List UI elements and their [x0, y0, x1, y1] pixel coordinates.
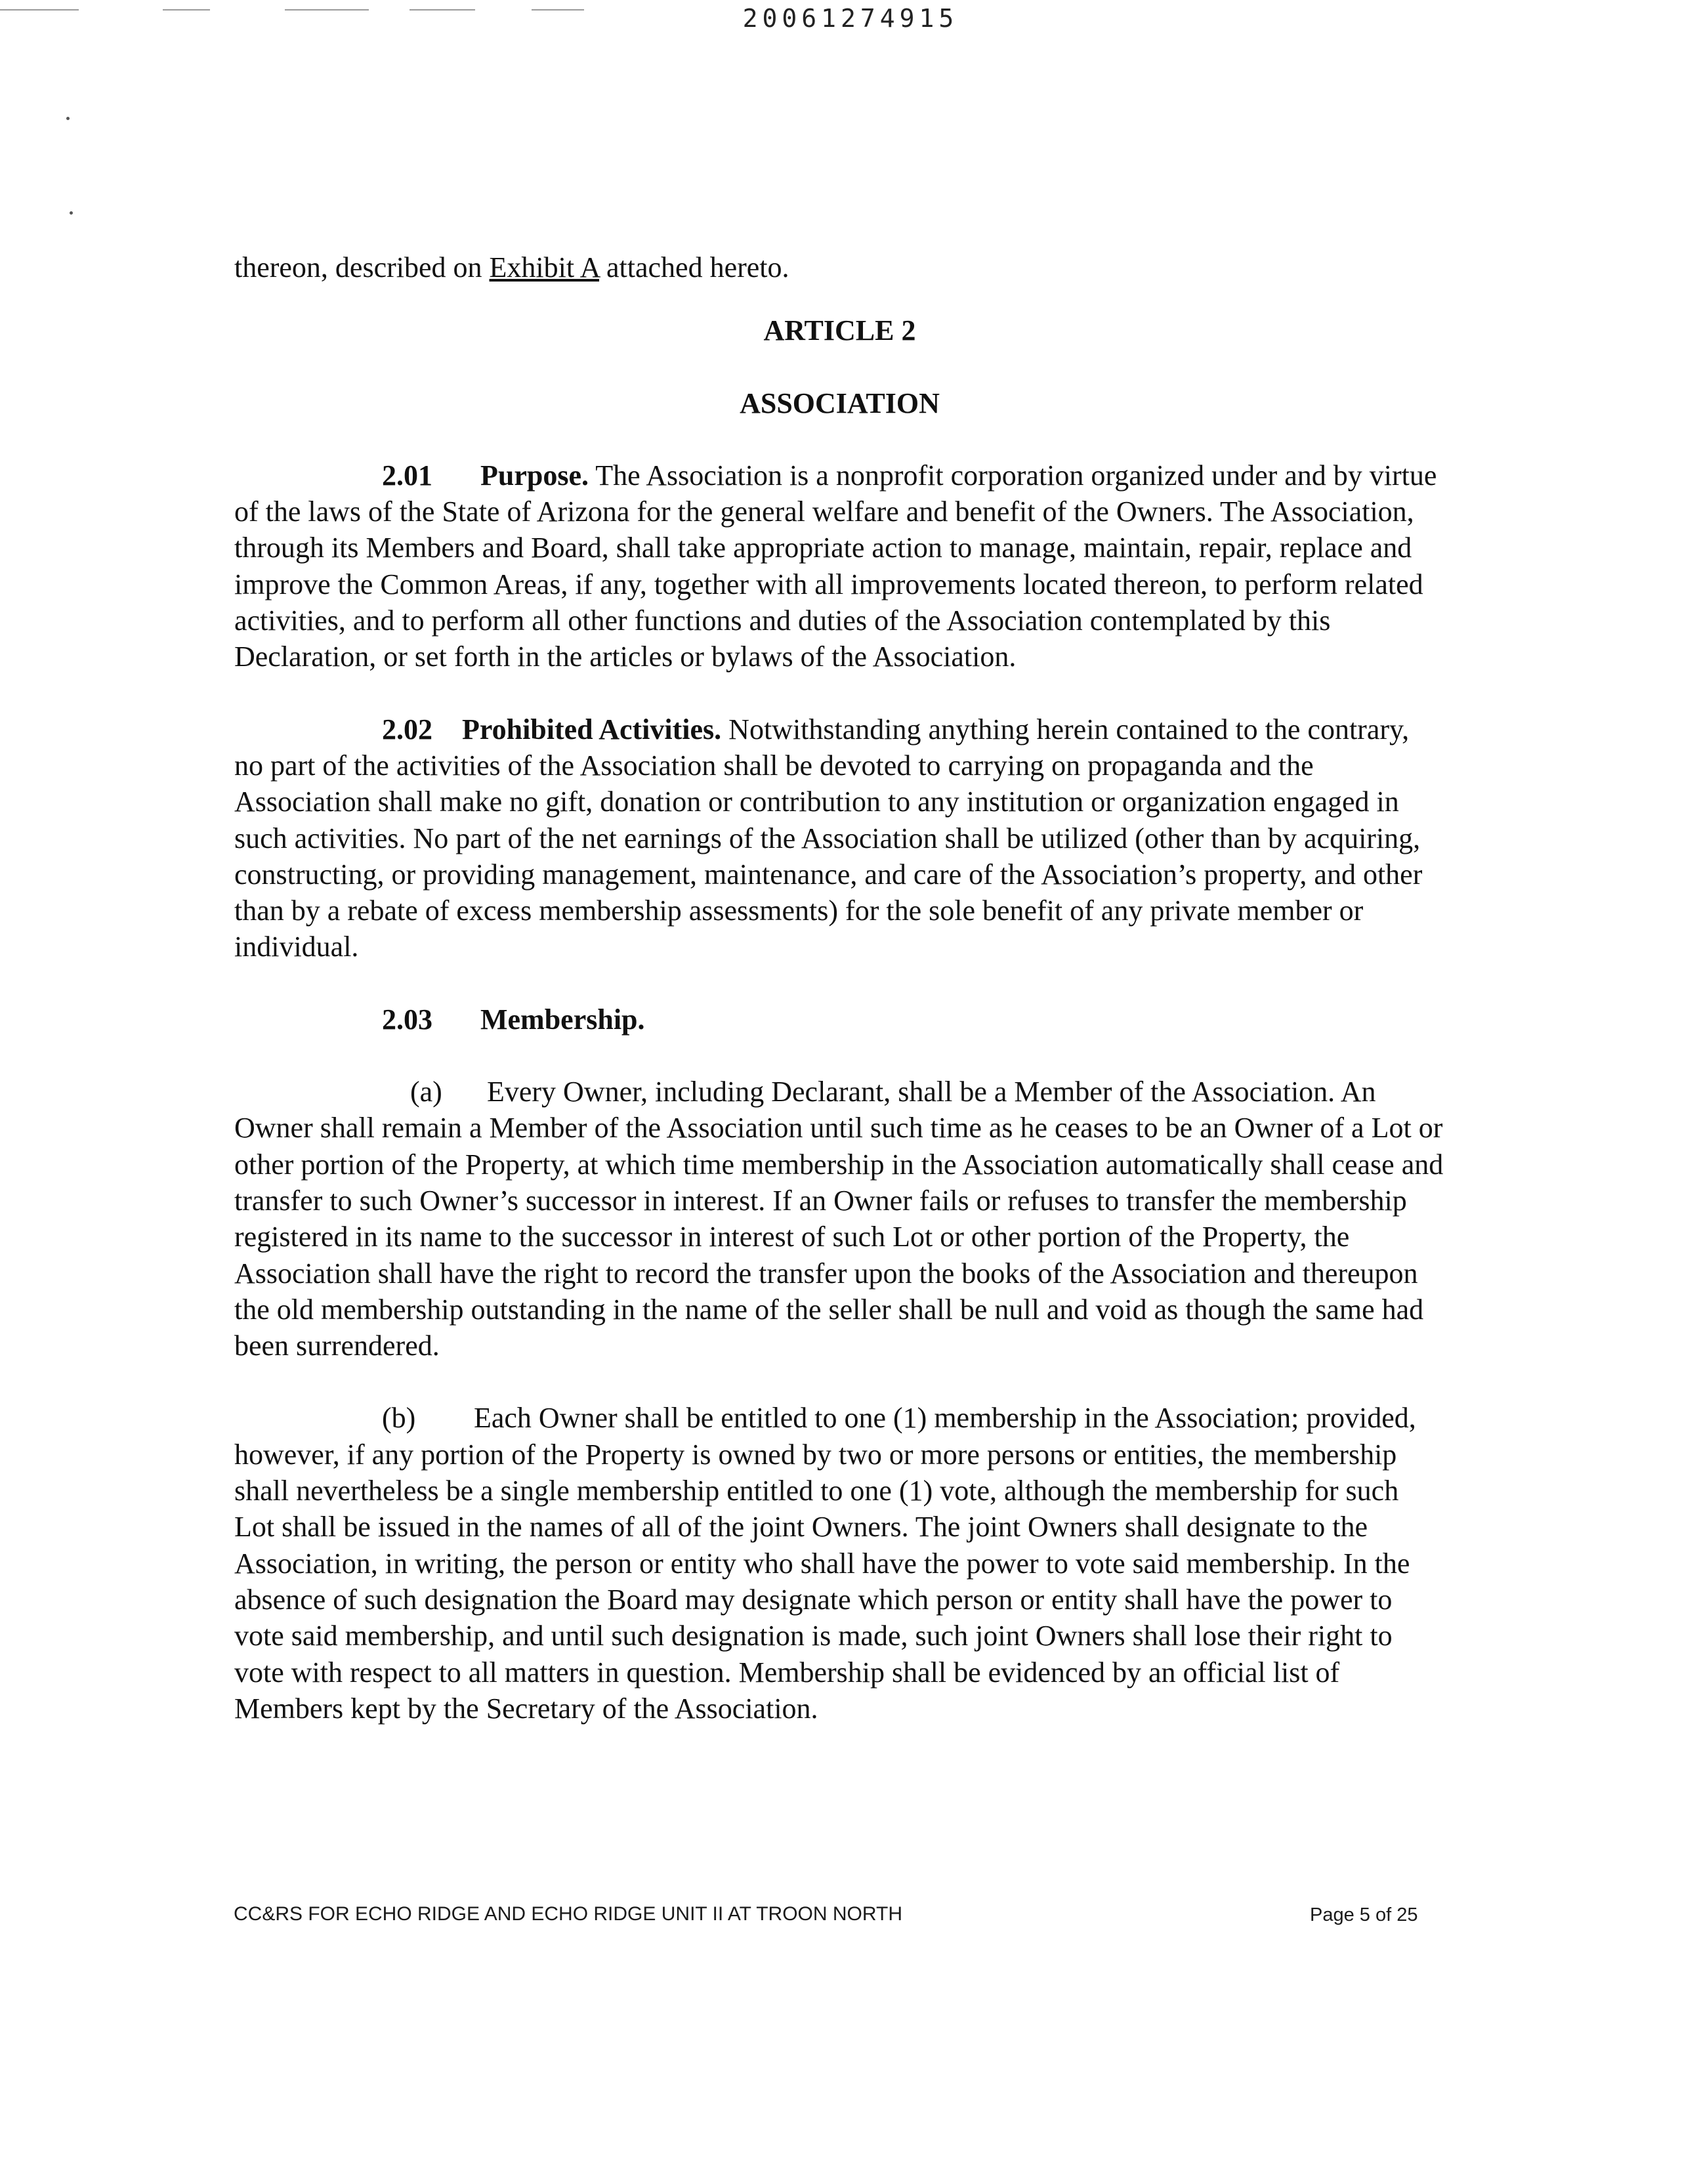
section-title: Purpose. [480, 459, 589, 492]
scan-speck [66, 117, 70, 120]
subsection-b [234, 1400, 1445, 1727]
continued-text-after: attached hereto. [599, 251, 789, 284]
section-2-01 [234, 457, 1445, 675]
article-title: ASSOCIATION [740, 387, 940, 419]
section-2-03-heading [234, 1001, 1445, 1038]
section-number: 2.01 [382, 459, 432, 492]
continued-text-before: thereon, described on [234, 251, 490, 284]
document-body [234, 249, 1445, 1763]
subsection-label: (a) [410, 1076, 442, 1108]
section-text: Notwithstanding anything herein contained to the contrary, no part of the activities of the Association shall be devoted to carrying on propaganda and the Association shall make no gift, donation or contribution to any institution or organization engaged in such activities. No part of the net earnings of the Association shall be utilized (other than by acquiring, constructing, or providing management, maintenance, and care of the Association’s property, and other than by a rebate of excess membership assessments) for the sole benefit of any private member or individual. [234, 713, 1423, 963]
subsection-label: (b) [382, 1402, 416, 1435]
section-2-02 [234, 711, 1445, 965]
scan-speck [70, 211, 73, 215]
section-text: The Association is a nonprofit corporation organized under and by virtue of the laws of the State of Arizona for the general welfare and benefit of the Owners. The Association, through its Members and Board, shall take appropriate action to manage, maintain, repair, replace and improve the Common Areas, if any, together with all improvements located thereon, to perform related activities, and to perform all other functions and duties of the Association contemplated by this Declaration, or set forth in the articles or bylaws of the Association. [234, 459, 1437, 673]
subsection-a [234, 1074, 1445, 1364]
section-number: 2.02 [382, 713, 432, 746]
footer-document-title: CC&RS FOR ECHO RIDGE AND ECHO RIDGE UNIT II AT TROON NORTH [234, 1903, 903, 1925]
section-title: Membership. [480, 1003, 645, 1036]
section-title: Prohibited Activities. [462, 713, 722, 746]
footer-page-number: Page 5 of 25 [1310, 1904, 1418, 1925]
exhibit-a-reference[interactable]: Exhibit A [489, 251, 600, 284]
recording-number: 20061274915 [742, 4, 959, 33]
subsection-text: Each Owner shall be entitled to one (1) membership in the Association; provided, however, if any portion of the Property is owned by two or more persons or entities, the membership shall nevertheless be a single membership entitled to one (1) vote, although the membership for such Lot shall be issued in the names of all of the joint Owners. The joint Owners shall designate to the Association, in writing, the person or entity who shall have the power to vote said membership. In the absence of such designation the Board may designate which person or entity shall have the power to vote said membership, and until such designation is made, such joint Owners shall lose their right to vote with respect to all matters in question. Membership shall be evidenced by an official list of Members kept by the Secretary of the Association. [234, 1402, 1416, 1725]
article-number: ARTICLE 2 [763, 314, 916, 347]
section-number: 2.03 [382, 1003, 432, 1036]
subsection-text: Every Owner, including Declarant, shall be a Member of the Association. An Owner shall remain a Member of the Association until such time as he ceases to be an Owner of a Lot or other portion of the Property, at which time membership in the Association automatically shall cease and transfer to such Owner’s successor in interest. If an Owner fails or refuses to transfer the membership registered in its name to the successor in interest of such Lot or other portion of the Property, the Association shall have the right to record the transfer upon the books of the Association and thereupon the old membership outstanding in the name of the seller shall be null and void as though the same had been surrendered. [234, 1076, 1444, 1362]
continued-paragraph [234, 249, 1445, 285]
